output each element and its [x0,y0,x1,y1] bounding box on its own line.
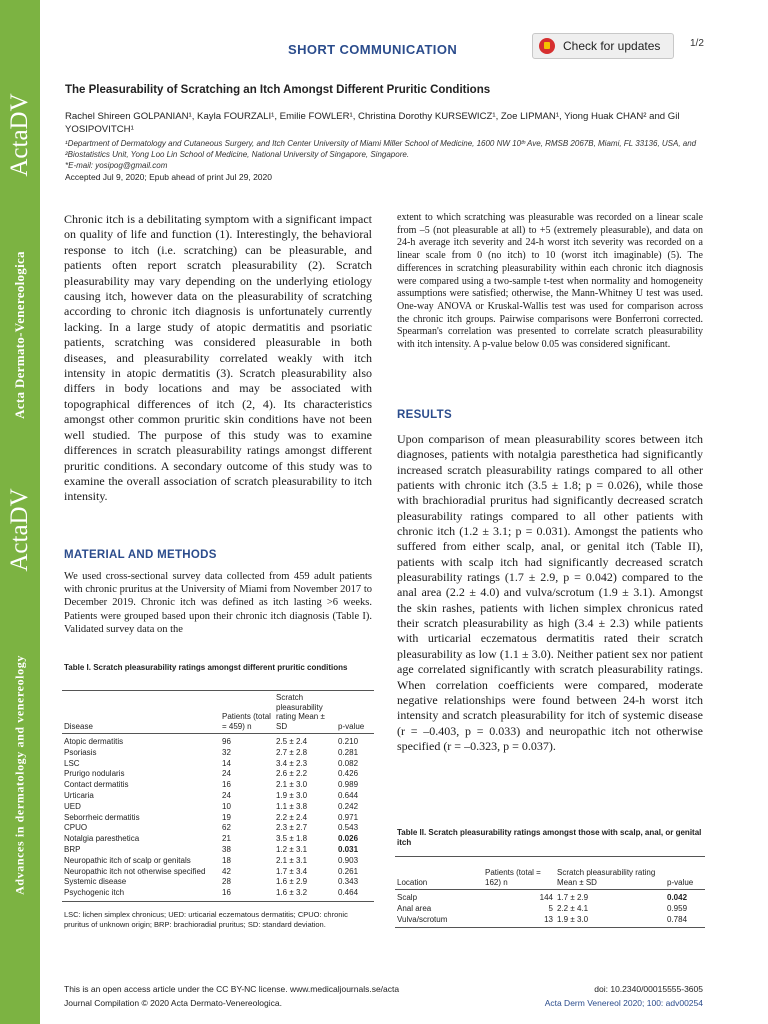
table1-row [62,802,374,813]
table1-cell-rating: 2.5 ± 2.4 [276,737,308,746]
table1-cell-label: Contact dermatitis [64,780,129,790]
table1-cell-patients: 42 [222,866,231,876]
table1-row [62,834,374,845]
journal-tagline: Advances in dermatology and venereology [12,655,27,895]
table1-cell-rating: 1.7 ± 3.4 [276,866,308,876]
table1-cell-rating: 2.1 ± 3.1 [276,855,308,865]
table1-cell-pvalue: 0.989 [338,780,359,790]
author-list: Rachel Shireen GOLPANIAN¹, Kayla FOURZALI¹, Emilie FOWLER¹, Christina Dorothy KURSEWICZ¹, Zoe LIPMAN¹, Yiong Huak CHAN² and Gil YOSIPOVITCH¹ [65,111,680,135]
table1-row [62,888,374,901]
table1-cell-patients: 19 [222,812,231,822]
table1-cell-patients: 16 [222,780,231,790]
table1-row [62,823,374,834]
table2-row [395,904,705,915]
table1-row [62,813,374,824]
table1-cell-rating: 2.7 ± 2.8 [276,747,308,757]
table1-cell-rating: 2.3 ± 2.7 [276,823,308,833]
contact-email: *E-mail: yosipog@gmail.com [65,161,168,170]
check-for-updates-label: Check for updates [563,39,661,53]
bookmark-icon [539,38,555,54]
table1-cell-pvalue: 0.426 [338,769,359,779]
table1-cell-pvalue: 0.543 [338,823,359,833]
table1-cell-pvalue: 0.971 [338,812,359,822]
table1-row [62,780,374,791]
results-paragraph: Upon comparison of mean pleasurability scores between itch diagnoses, patients with notalgia paresthetica had significantly increased scratch pleasurability ratings compared to all other patients with chronic itch (3.5 ± 1.8; p = 0.026), while those with brachioradial pruritus had significantly decreased scratch pleasurability ratings compared to all other patients with chronic itch (1.2 ± 3.1; p = 0.031). Amongst the patients who suffered from either scalp, anal, or genital itch (Table II), patients with scalp itch had significantly decreased scratch pleasurability ratings (1.7 ± 2.9, p = 0.042) compared to the anal area (2.2 ± 4.0) and vulva/scrotum (1.9 ± 3.1). Amongst the skin rashes, patients with lichen simplex chronicus rated their scratch pleasurability as high (3.4 ± 2.3) while patients with urticarial eczematous dermatitis rated their scratch pleasurability as low (1.1 ± 3.0). Neither patient sex nor patient age correlated significantly with scratch pleasurability ratings. When correlation coefficients were compared, moderate negative relationships were found between 24-h worst itch intensity and scratch pleasurability for itch of systemic disease (r = –0.403, p = 0.033) and neuropathic itch not otherwise specified (r = –0.323, p = 0.037). [397,432,703,753]
journal-logo-middle: ActaDV [6,488,33,572]
table1-cell-label: Neuropathic itch of scalp or genitals [64,855,191,865]
table1-cell-label: Notalgia paresthetica [64,834,140,844]
table2-header-patients: Patients (total = 162) n [483,857,555,890]
table1-cell-rating: 2.2 ± 2.4 [276,812,308,822]
table1-row [62,856,374,867]
table1-cell-label: Psychogenic itch [62,888,220,901]
table1-row [62,845,374,856]
license-note: This is an open access article under the CC BY-NC license. www.medicaljournals.se/acta [64,984,400,994]
table1-cell-rating: 1.9 ± 3.0 [276,790,308,800]
doi: doi: 10.2340/00015555-3605 [594,984,703,994]
table1-cell-rating: 1.2 ± 3.1 [276,844,308,854]
table1-cell-patients: 96 [222,737,231,746]
table1-cell-patients: 24 [222,790,231,800]
citation: Acta Derm Venereol 2020; 100: adv00254 [544,998,703,1008]
affiliations: ¹Department of Dermatology and Cutaneous Surgery, and Itch Center University of Miami Miller School of Medicine, 1600 NW 10ᵗʰ Ave, RMSB 2067B, Miami, FL 33136, USA, and ²Biostatistics Unit, Yong Loo Lin School of Medicine, National University of Singapore, Singapore. [65,139,697,159]
table1-cell-label: UED [64,801,81,811]
footer-left [64,982,399,1010]
table2-cell-label: Vulva/scrotum [395,915,483,928]
table1-cell-patients: 62 [222,823,231,833]
table1-cell-pvalue: 0.242 [338,801,359,811]
table1-row [62,769,374,780]
table1-caption: Table I. Scratch pleasurability ratings amongst different pruritic conditions [64,663,348,672]
table2-row [395,890,705,904]
methods-paragraph: We used cross-sectional survey data collected from 459 adult patients with chronic pruritus at the University of Miami from November 2017 to December 2019. Chronic itch was defined as itch lasting >6 weeks. Patients were grouped based upon their chronic itch diagnosis (Table I). Validated survey data on the [64,571,372,635]
table2 [395,856,705,928]
table1-cell-pvalue: 0.031 [338,844,359,854]
table2-cell-label: Scalp [397,893,418,902]
table1 [62,690,374,902]
table1-header-disease: Disease [62,691,220,734]
table2-header-rating: Scratch pleasurability rating Mean ± SD [555,857,665,890]
table1-cell-rating: 3.4 ± 2.3 [276,758,308,768]
accepted-date: Accepted Jul 9, 2020; Epub ahead of print Jul 29, 2020 [65,172,272,182]
introduction-paragraph: Chronic itch is a debilitating symptom with a significant impact on quality of life and function (1). Interestingly, the behavioral response to itch (i.e. scratching) can be pleasurable, and patients often report scratch pleasurability (2). Scratch pleasurability may vary depending on the underlying etiology causing itch, however data on the pleasurability of scratching according to chronic itch diagnosis is unfortunately currently lacking. In a large study of atopic dermatitis and psoriatic patients, scratching was considered pleasurable in both diseases, and pleasurability correlated weakly with itch intensity in atopic dermatitis (3). Scratch pleasurability also differs in body locations and may be associated with topographical differences of itch (2, 4). Its characteristics amongst other common pruritic skin conditions have not been well studied. The purpose of this study was to examine differences in scratch pleasurability ratings amongst different pruritic conditions. A secondary outcome of this study was to examine the overall association of scratch pleasurability to itch intensity. [64,212,372,504]
table1-cell-pvalue: 0.464 [336,888,374,901]
table1-row [62,791,374,802]
table2-cell-patients: 144 [539,893,553,902]
table1-header-pvalue: p-value [336,691,374,734]
table1-row [62,748,374,759]
table1-cell-label: BRP [64,844,81,854]
table2-cell-pvalue: 0.042 [667,893,688,902]
table2-cell-label: Anal area [397,903,432,913]
table1-row [62,867,374,878]
table1-cell-rating: 2.1 ± 3.0 [276,780,308,790]
table2-row [395,915,705,928]
footer-right [545,982,703,1010]
table1-cell-label: Urticaria [64,790,94,800]
journal-logo-top: ActaDV [6,93,33,177]
table1-cell-label: LSC [64,758,80,768]
table1-cell-label: Psoriasis [64,747,97,757]
journal-compilation: Journal Compilation © 2020 Acta Dermato-Venereologica. [64,998,282,1008]
table1-cell-patients: 32 [222,747,231,757]
table1-cell-patients: 24 [222,769,231,779]
table1-cell-label: Prurigo nodularis [64,769,125,779]
table2-cell-patients: 5 [548,903,553,913]
article-title: The Pleasurability of Scratching an Itch Amongst Different Pruritic Conditions [65,84,491,96]
table1-row [62,759,374,770]
methods-paragraph-continued: extent to which scratching was pleasurable was recorded on a linear scale from –5 (not pleasurable at all) to +5 (extremely pleasurable), and data on 24-h average itch severity and 24-h worst itch severity was recorded on a linear scale from 0 (no itch) to 10 (worst itch imaginable) (5). The differences in scratching pleasurability within each chronic itch diagnosis were compared using a two-sample t-test when normality and homogeneity assumptions were satisfied; otherwise, the Mann-Whitney U test was used. One-way ANOVA or Kruskal-Wallis test was used for comparison across the chronic itch groups. Pairwise comparisons were Bonferroni corrected. Spearman's correlation was presented to correlate scratch pleasurability with itch intensity. A p-value below 0.05 was considered significant. [397,212,703,351]
table1-header-rating: Scratch pleasurability rating Mean ± SD [274,691,336,734]
table1-cell-pvalue: 0.343 [338,877,359,887]
table1-cell-label: Neuropathic itch not otherwise specified [64,866,206,876]
journal-sidebar [0,0,40,1024]
table2-cell-pvalue: 0.959 [667,903,688,913]
table1-cell-pvalue: 0.210 [338,737,359,746]
table1-cell-label: CPUO [64,823,88,833]
article-type: SHORT COMMUNICATION [288,42,458,57]
table2-header-pvalue: p-value [665,857,705,890]
table1-row [62,734,374,748]
table1-cell-pvalue: 0.026 [338,834,359,844]
table1-cell-patients: 38 [222,844,231,854]
table2-cell-rating: 1.9 ± 3.0 [555,915,665,928]
check-for-updates-button[interactable] [532,33,674,59]
table1-cell-pvalue: 0.281 [338,747,359,757]
table1-cell-patients: 28 [222,877,231,887]
table1-cell-pvalue: 0.082 [338,758,359,768]
table1-cell-pvalue: 0.644 [338,790,359,800]
table2-caption: Table II. Scratch pleasurability ratings amongst those with scalp, anal, or genital itch [397,828,702,847]
table1-cell-patients: 10 [222,801,231,811]
table1-cell-pvalue: 0.903 [338,855,359,865]
table1-header-patients: Patients (total = 459) n [220,691,274,734]
results-heading: RESULTS [397,409,452,421]
table2-header-location: Location [395,857,483,890]
table1-cell-rating: 1.6 ± 2.9 [276,877,308,887]
table1-cell-label: Seborrheic dermatitis [64,812,140,822]
table2-cell-pvalue: 0.784 [665,915,705,928]
table1-cell-patients: 16 [220,888,274,901]
table1-cell-label: Atopic dermatitis [64,737,124,746]
table1-cell-patients: 18 [222,855,231,865]
table1-cell-patients: 14 [222,758,231,768]
table2-cell-rating: 1.7 ± 2.9 [557,893,589,902]
table1-cell-rating: 3.5 ± 1.8 [276,834,308,844]
table1-cell-rating: 2.6 ± 2.2 [276,769,308,779]
table1-cell-patients: 21 [222,834,231,844]
table1-cell-label: Systemic disease [64,877,127,887]
methods-heading: MATERIAL AND METHODS [64,549,217,561]
table1-cell-pvalue: 0.261 [338,866,359,876]
table1-cell-rating: 1.6 ± 3.2 [274,888,336,901]
table1-footnote: LSC: lichen simplex chronicus; UED: urticarial eczematous dermatitis; CPUO: chronic pruritus of unknown origin; BRP: brachioradial pruritus; SD: standard deviation. [64,910,348,929]
table2-cell-patients: 13 [483,915,555,928]
page-number: 1/2 [690,38,704,49]
table2-cell-rating: 2.2 ± 4.1 [557,903,589,913]
table1-row [62,877,374,888]
table1-cell-rating: 1.1 ± 3.8 [276,801,308,811]
journal-full-name: Acta Dermato-Venereologica [12,251,27,419]
